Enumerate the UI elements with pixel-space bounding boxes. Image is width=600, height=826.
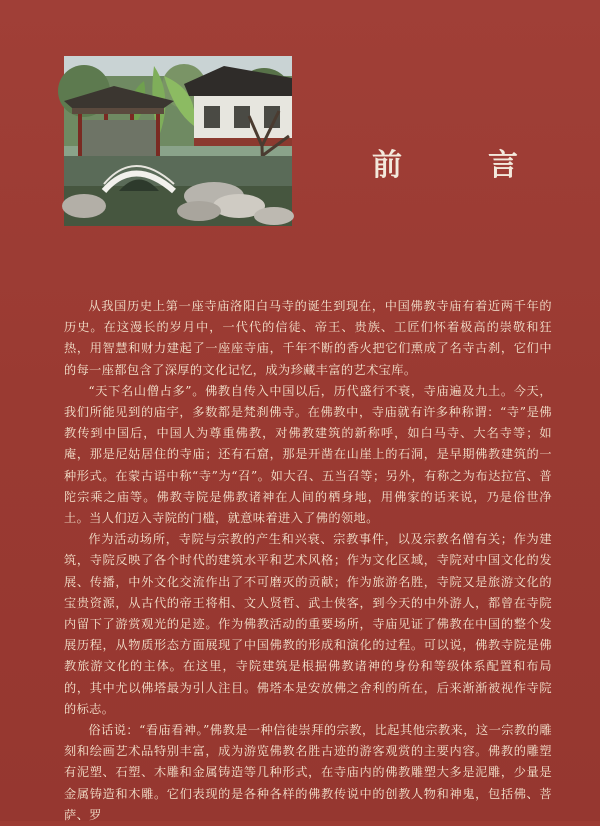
temple-garden-illustration <box>64 56 292 226</box>
temple-garden-photo <box>64 56 292 226</box>
page-title: 前 言 <box>372 148 546 183</box>
preface-body <box>64 296 552 822</box>
paragraph-3: 作为活动场所，寺院与宗教的产生和兴衰、宗教事件，以及宗教名僧有关；作为建筑，寺院反映了各个时代的建筑水平和艺术风格；作为文化区域，寺院对中国文化的发展、传播，中外文化交流作出了不可磨灭的贡献；作为旅游名胜，寺院又是旅游文化的宝贵资源，从古代的帝王将相、文人贤哲、武士侠客，到今天的中外游人，都曾在寺院内留下了游赏观光的足迹。作为佛教活动的重要场所，寺庙见证了佛教在中国的整个发展历程，从物质形态方面展现了中国佛教的形成和演化的过程。可以说，佛教寺院是佛教旅游文化的主体。在这里，寺院建筑是根据佛教诸神的身份和等级体系配置和布局的，其中尤以佛塔最为引人注目。佛塔本是安放佛之舍利的所在，后来渐渐被视作寺院的标志。 <box>64 532 552 716</box>
paragraph-1: 从我国历史上第一座寺庙洛阳白马寺的诞生到现在，中国佛教寺庙有着近两千年的历史。在这漫长的岁月中，一代代的信徒、帝王、贵族、工匠们怀着极高的崇敬和狂热，用智慧和财力建起了一座座寺庙，千年不断的香火把它们熏成了名寺古刹，它们中的每一座都包含了深厚的文化记忆，成为珍藏丰富的艺术宝库。 <box>64 299 552 377</box>
paragraph-2: “天下名山僧占多”。佛教自传入中国以后，历代盛行不衰，寺庙遍及九土。今天，我们所能见到的庙宇，多数都是梵刹佛寺。在佛教中，寺庙就有许多种称谓：“寺”是佛教传到中国后，中国人为尊重佛教，对佛教建筑的新称呼，如白马寺、大名寺等；如庵，那是尼姑居住的寺庙；还有石窟，那是开凿在山崖上的石洞，是早期佛教建筑的一种形式。在蒙古语中称“寺”为“召”。如大召、五当召等；另外，有称之为布达拉宫、普陀宗乘之庙等。佛教寺院是佛教诸神在人间的栖身地，用佛家的话来说，乃是俗世净土。当人们迈入寺院的门槛，就意味着进入了佛的领地。 <box>64 383 552 526</box>
paragraph-4: 俗话说：“看庙看神。”佛教是一种信徒崇拜的宗教，比起其他宗教来，这一宗教的雕刻和绘画艺术品特别丰富，成为游览佛教名胜古迹的游客观赏的主要内容。佛教的雕塑有泥塑、石塑、木雕和金属铸造等几种形式，在寺庙内的佛教雕塑大多是泥雕，少量是金属铸造和木雕。它们表现的是各种各样的佛教传说中的创教人物和神鬼，包括佛、菩萨、罗 <box>64 723 552 822</box>
